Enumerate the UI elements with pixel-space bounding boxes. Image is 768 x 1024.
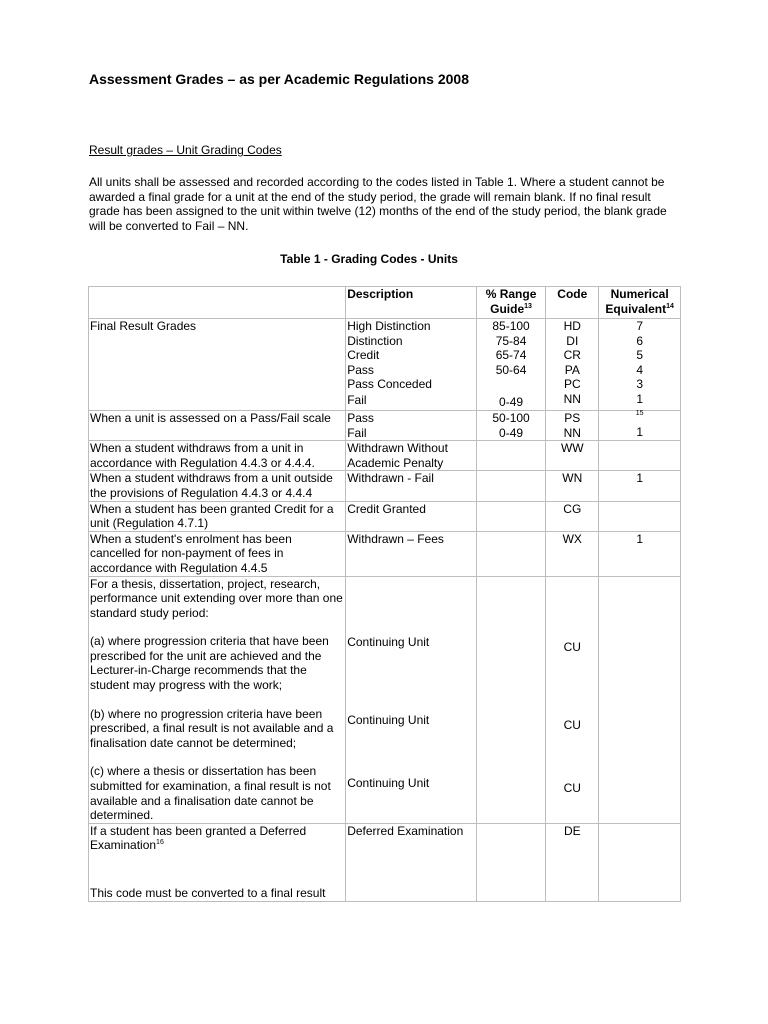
row-numerical: [599, 410, 681, 440]
row-range: [476, 471, 545, 501]
range-line: 50-64: [495, 362, 527, 377]
row-description: [346, 576, 477, 823]
num-line: 3: [636, 377, 643, 392]
document-title: Assessment Grades – as per Academic Regulations 2008: [89, 71, 469, 87]
header-empty-cell: [89, 287, 346, 319]
range-line: 75-84: [495, 333, 527, 348]
grading-codes-table: [88, 286, 681, 902]
code-line: PA: [564, 362, 580, 377]
row-code: WX: [546, 531, 599, 576]
table-row-deferred-exam: [89, 823, 681, 901]
row-code: [546, 319, 599, 411]
footnote-ref: 16: [156, 839, 164, 847]
row-numerical: [599, 319, 681, 411]
header-numerical-text: Numerical Equivalent: [605, 287, 669, 316]
row-range: [476, 501, 545, 531]
de-label-text: If a student has been granted a Deferred Examination: [90, 823, 307, 853]
code-line: PS: [564, 410, 581, 425]
desc-line: Fail: [347, 392, 367, 407]
row-numerical: [599, 441, 681, 471]
desc-line: High Distinction: [347, 319, 431, 333]
num-line: 6: [636, 333, 643, 348]
cu-desc-a: Continuing Unit: [347, 634, 430, 649]
row-label: When a student withdraws from a unit outside the provisions of Regulation 4.4.3 or 4.4.4: [89, 471, 346, 501]
footnote-ref: 15: [635, 409, 644, 417]
code-line: DI: [566, 333, 579, 348]
row-range: [476, 410, 545, 440]
row-code: CG: [546, 501, 599, 531]
header-range-text: % Range Guide: [485, 287, 537, 316]
code-line: PC: [563, 377, 581, 392]
num-line: 4: [636, 362, 643, 377]
desc-line: Fail: [347, 425, 367, 440]
de-label: [90, 824, 344, 853]
row-numerical: 1: [599, 531, 681, 576]
num-line: 1: [636, 424, 643, 439]
row-code: WW: [546, 441, 599, 471]
table-row-pass-fail: [89, 410, 681, 440]
row-label: Final Result Grades: [89, 319, 346, 411]
row-numerical: [599, 576, 681, 823]
cu-case-b: (b) where no progression criteria have been prescribed, a final result is not available and a finalisation date cannot be determined;: [90, 706, 334, 750]
row-range: [476, 531, 545, 576]
num-line: 1: [636, 391, 643, 406]
row-numerical: [599, 823, 681, 901]
desc-line: Pass: [347, 362, 374, 377]
section-subheading: Result grades – Unit Grading Codes: [89, 143, 282, 157]
row-label: When a student withdraws from a unit in accordance with Regulation 4.4.3 or 4.4.4.: [89, 441, 346, 471]
row-description: [346, 410, 477, 440]
range-line: 85-100: [492, 319, 530, 333]
row-code: [546, 576, 599, 823]
cu-desc-c: Continuing Unit: [347, 775, 430, 790]
de-note: This code must be converted to a final result: [90, 886, 326, 900]
row-code: WN: [546, 471, 599, 501]
row-range: [476, 823, 545, 901]
table-row-withdrawn-fail: [89, 471, 681, 501]
row-numerical: [599, 501, 681, 531]
footnote-ref: 14: [666, 302, 674, 310]
cu-code-b: CU: [563, 717, 581, 732]
row-description: Withdrawn - Fail: [346, 471, 477, 501]
table-row-final-grades: [89, 319, 681, 411]
cu-intro-text: For a thesis, dissertation, project, research, performance unit extending over more than one standard study period:: [90, 576, 343, 620]
range-line: 50-100: [492, 410, 530, 425]
table-row-continuing-unit: [89, 576, 681, 823]
cu-code-a: CU: [563, 639, 581, 654]
table-row-credit-granted: [89, 501, 681, 531]
row-description: Withdrawn – Fees: [346, 531, 477, 576]
range-line: 0-49: [499, 425, 524, 440]
range-line: 0-49: [499, 395, 524, 410]
header-code: Code: [546, 287, 599, 319]
row-numerical: 1: [599, 471, 681, 501]
table-header-row: [89, 287, 681, 319]
cu-case-a: (a) where progression criteria that have been prescribed for the unit are achieved and the Lecturer-in-Charge recommends that the student may progress with the work;: [90, 634, 329, 693]
header-numerical-equivalent: [599, 287, 681, 319]
cu-desc-b: Continuing Unit: [347, 712, 430, 727]
num-line: 5: [636, 348, 643, 363]
range-line: 65-74: [495, 348, 527, 363]
table-caption: Table 1 - Grading Codes - Units: [280, 252, 458, 266]
row-description: Withdrawn Without Academic Penalty: [346, 441, 477, 471]
row-range: [476, 319, 545, 411]
desc-line: Distinction: [347, 333, 403, 348]
row-label: [89, 576, 346, 823]
row-description: Deferred Examination: [346, 823, 477, 901]
row-code: [546, 410, 599, 440]
code-line: NN: [563, 391, 581, 406]
code-line: NN: [563, 425, 581, 440]
row-label: [89, 823, 346, 901]
desc-line: Credit: [347, 348, 380, 363]
row-range: [476, 576, 545, 823]
header-range-guide: [476, 287, 545, 319]
row-range: [476, 441, 545, 471]
row-description: [346, 319, 477, 411]
row-label: When a unit is assessed on a Pass/Fail scale: [89, 410, 346, 440]
num-line: 7: [636, 319, 643, 333]
cu-case-c: (c) where a thesis or dissertation has been submitted for examination, a final result is not available and a finalisation date cannot be determined.: [90, 764, 331, 823]
table-row-withdrawn-fees: [89, 531, 681, 576]
row-description: Credit Granted: [346, 501, 477, 531]
code-line: CR: [563, 348, 581, 363]
cu-code-c: CU: [563, 780, 581, 795]
code-line: HD: [563, 319, 581, 333]
header-description: Description: [346, 287, 477, 319]
row-label: When a student's enrolment has been cancelled for non-payment of fees in accordance with Regulation 4.4.5: [89, 531, 346, 576]
row-code: DE: [546, 823, 599, 901]
intro-paragraph: All units shall be assessed and recorded according to the codes listed in Table 1. Where a student cannot be awarded a final grade for a unit at the end of the study period, the grade will remain blank. If no final result grade has been assigned to the unit within twelve (12) months of the end of the study period, the blank grade will be converted to Fail – NN.: [89, 175, 667, 233]
range-line: [478, 377, 544, 395]
row-label: When a student has been granted Credit for a unit (Regulation 4.7.1): [89, 501, 346, 531]
desc-line: Pass: [347, 410, 374, 425]
table-row-withdrawn-without-penalty: [89, 441, 681, 471]
desc-line: Pass Conceded: [347, 377, 432, 392]
footnote-ref: 13: [524, 302, 532, 310]
